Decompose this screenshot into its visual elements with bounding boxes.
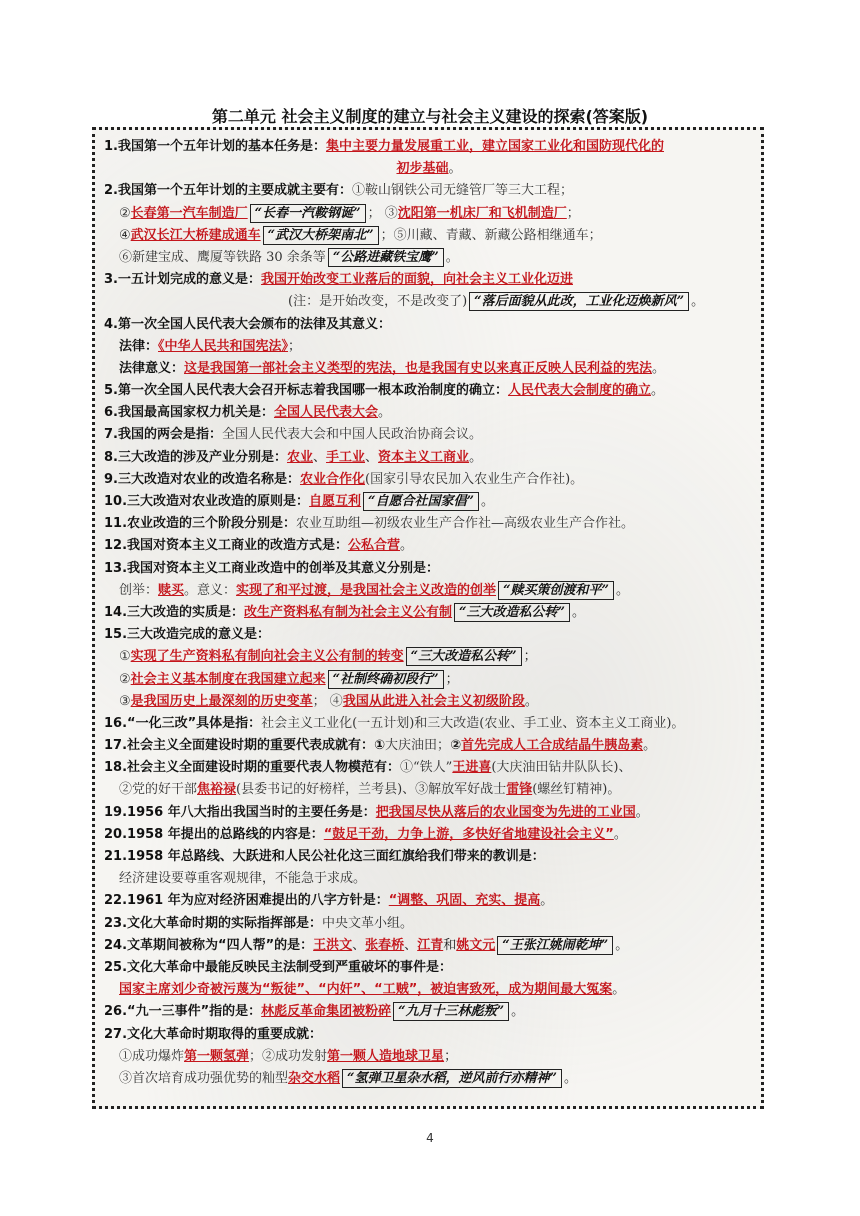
item-27-a: ①成功爆炸第一颗氢弹；②成功发射第一颗人造地球卫星； — [119, 1048, 458, 1064]
item-18: 18.社会主义全面建设时期的重要代表人物模范有：①“铁人”王进喜(大庆油田钻井队队长)、 — [104, 760, 632, 776]
mnemonic-box: “落后面貌从此改，工业化迈焕新风” — [469, 292, 689, 311]
item-13-b: 创举：赎买。意义：实现了和平过渡，是我国社会主义改造的创举 “赎买策创渡和平” 。 — [119, 582, 630, 598]
item-9: 9.三大改造对农业的改造名称是：农业合作化(国家引导农民加入农业生产合作社)。 — [104, 471, 584, 487]
item-26: 26.“九一三事件”指的是：林彪反革命集团被粉碎 “九月十三林彪叛” 。 — [104, 1004, 525, 1020]
item-20: 20.1958 年提出的总路线的内容是：“鼓足干劲，力争上游，多快好省地建设社会主义”。 — [104, 826, 627, 842]
mnemonic-box: “九月十三林彪叛” — [393, 1002, 509, 1021]
item-10: 10.三大改造对农业改造的原则是：自愿互利 “自愿合社国家倡” 。 — [104, 494, 495, 509]
mnemonic-box: “自愿合社国家倡” — [363, 492, 479, 511]
item-25-b: 国家主席刘少奇被污蔑为“叛徒”、“内奸”、“工贼”，被迫害致死，成为期间最大冤案。 — [119, 982, 626, 998]
item-19: 19.1956 年八大指出我国当时的主要任务是：把我国尽快从落后的农业国变为先进的工业国。 — [104, 804, 649, 820]
item-14: 14.三大改造的实质是：改生产资料私有制为社会主义公有制 “三大改造私公转” 。 — [104, 604, 586, 620]
item-24: 24.文革期间被称为“四人帮”的是：王洪文、张春桥、江青和姚文元 “王张江姚闹乾坤” 。 — [104, 937, 629, 953]
item-27-b: ③首次培育成功强优势的籼型杂交水稻 “氢弹卫星杂水稻，逆风前行亦精神” 。 — [119, 1070, 578, 1086]
item-2-d: ⑥新建宝成、鹰厦等铁路 30 余条等 “公路进藏铁宝鹰” 。 — [119, 249, 459, 265]
item-25: 25.文化大革命中最能反映民主法制受到严重破坏的事件是： — [104, 959, 453, 975]
item-4: 4.第一次全国人民代表大会颁布的法律及其意义： — [104, 316, 391, 332]
item-17: 17.社会主义全面建设时期的重要代表成就有：①大庆油田；②首先完成人工合成结晶牛胰岛素。 — [104, 738, 657, 754]
item-2-c: ④武汉长江大桥建成通车 “武汉大桥架南北” ；⑤川藏、青藏、新藏公路相继通车； — [119, 227, 602, 243]
mnemonic-box: “王张江姚闹乾坤” — [497, 936, 613, 955]
item-15-b: ②社会主义基本制度在我国建立起来 “社制终确初段行” ； — [119, 671, 459, 687]
item-5: 5.第一次全国人民代表大会召开标志着我国哪一根本政治制度的确立：人民代表大会制度的确立。 — [104, 383, 665, 399]
item-7: 7.我国的两会是指：全国人民代表大会和中国人民政治协商会议。 — [104, 427, 482, 443]
mnemonic-box: “公路进藏铁宝鹰” — [328, 248, 444, 267]
item-18-b: ②党的好干部焦裕禄(县委书记的好榜样，兰考县)、③解放军好战士雷锋(螺丝钉精神)。 — [119, 782, 621, 798]
answer-list — [104, 136, 754, 1090]
mnemonic-box: “三大改造私公转” — [406, 647, 522, 666]
item-2: 2.我国第一个五年计划的主要成就主要有：①鞍山钢铁公司无缝管厂等三大工程； — [104, 183, 573, 199]
item-15-a: ①实现了生产资料私有制向社会主义公有制的转变 “三大改造私公转” ； — [119, 649, 537, 665]
item-3: 3.一五计划完成的意义是：我国开始改变工业落后的面貌，向社会主义工业化迈进 — [104, 272, 573, 288]
item-15-c: ③是我国历史上最深刻的历史变革； ④我国从此进入社会主义初级阶段。 — [119, 693, 538, 709]
item-27: 27.文化大革命时期取得的重要成就： — [104, 1026, 323, 1042]
item-21-b: 经济建设要尊重客观规律，不能急于求成。 — [119, 871, 367, 887]
item-8: 8.三大改造的涉及产业分别是：农业、手工业、资本主义工商业。 — [104, 449, 483, 465]
item-3-note: (注：是开始改变，不是改变了) “落后面貌从此改，工业化迈焕新风” 。 — [288, 294, 705, 310]
item-6: 6.我国最高国家权力机关是：全国人民代表大会。 — [104, 405, 392, 421]
item-12: 12.我国对资本主义工商业的改造方式是：公私合营。 — [104, 538, 414, 554]
item-1-cont: 初步基础。 — [396, 161, 462, 177]
item-4-meaning: 法律意义：这是我国第一部社会主义类型的宪法，也是我国有史以来真正反映人民利益的宪法。 — [119, 360, 666, 376]
page-number: 4 — [426, 1131, 434, 1145]
mnemonic-box: “赎买策创渡和平” — [498, 581, 614, 600]
item-15: 15.三大改造完成的意义是： — [104, 627, 271, 643]
item-11: 11.农业改造的三个阶段分别是：农业互助组—初级农业生产合作社—高级农业生产合作社。 — [104, 516, 635, 532]
item-22: 22.1961 年为应对经济困难提出的八字方针是：“调整、巩固、充实、提高。 — [104, 893, 554, 909]
item-2-b: ②长春第一汽车制造厂 “长春一汽鞍钢诞” ； ③沈阳第一机床厂和飞机制造厂； — [119, 205, 580, 221]
item-1: 1.我国第一个五年计划的基本任务是：集中主要力量发展重工业，建立国家工业化和国防现代化的 — [104, 139, 664, 154]
mnemonic-box: “长春一汽鞍钢诞” — [250, 204, 366, 223]
mnemonic-box: “武汉大桥架南北” — [263, 226, 379, 245]
item-16: 16.“一化三改”具体是指：社会主义工业化(一五计划)和三大改造(农业、手工业、资本主义工商业)。 — [104, 715, 685, 731]
item-23: 23.文化大革命时期的实际指挥部是：中央文革小组。 — [104, 915, 414, 931]
page-title: 第二单元 社会主义制度的建立与社会主义建设的探索(答案版) — [211, 107, 649, 126]
item-21: 21.1958 年总路线、大跃进和人民公社化这三面红旗给我们带来的教训是： — [104, 849, 545, 864]
item-4-law: 法律：《中华人民共和国宪法》； — [119, 338, 302, 354]
mnemonic-box: “氢弹卫星杂水稻，逆风前行亦精神” — [342, 1069, 562, 1088]
mnemonic-box: “社制终确初段行” — [328, 670, 444, 689]
mnemonic-box: “三大改造私公转” — [454, 603, 570, 622]
item-13: 13.我国对资本主义工商业改造中的创举及其意义分别是： — [104, 560, 440, 576]
